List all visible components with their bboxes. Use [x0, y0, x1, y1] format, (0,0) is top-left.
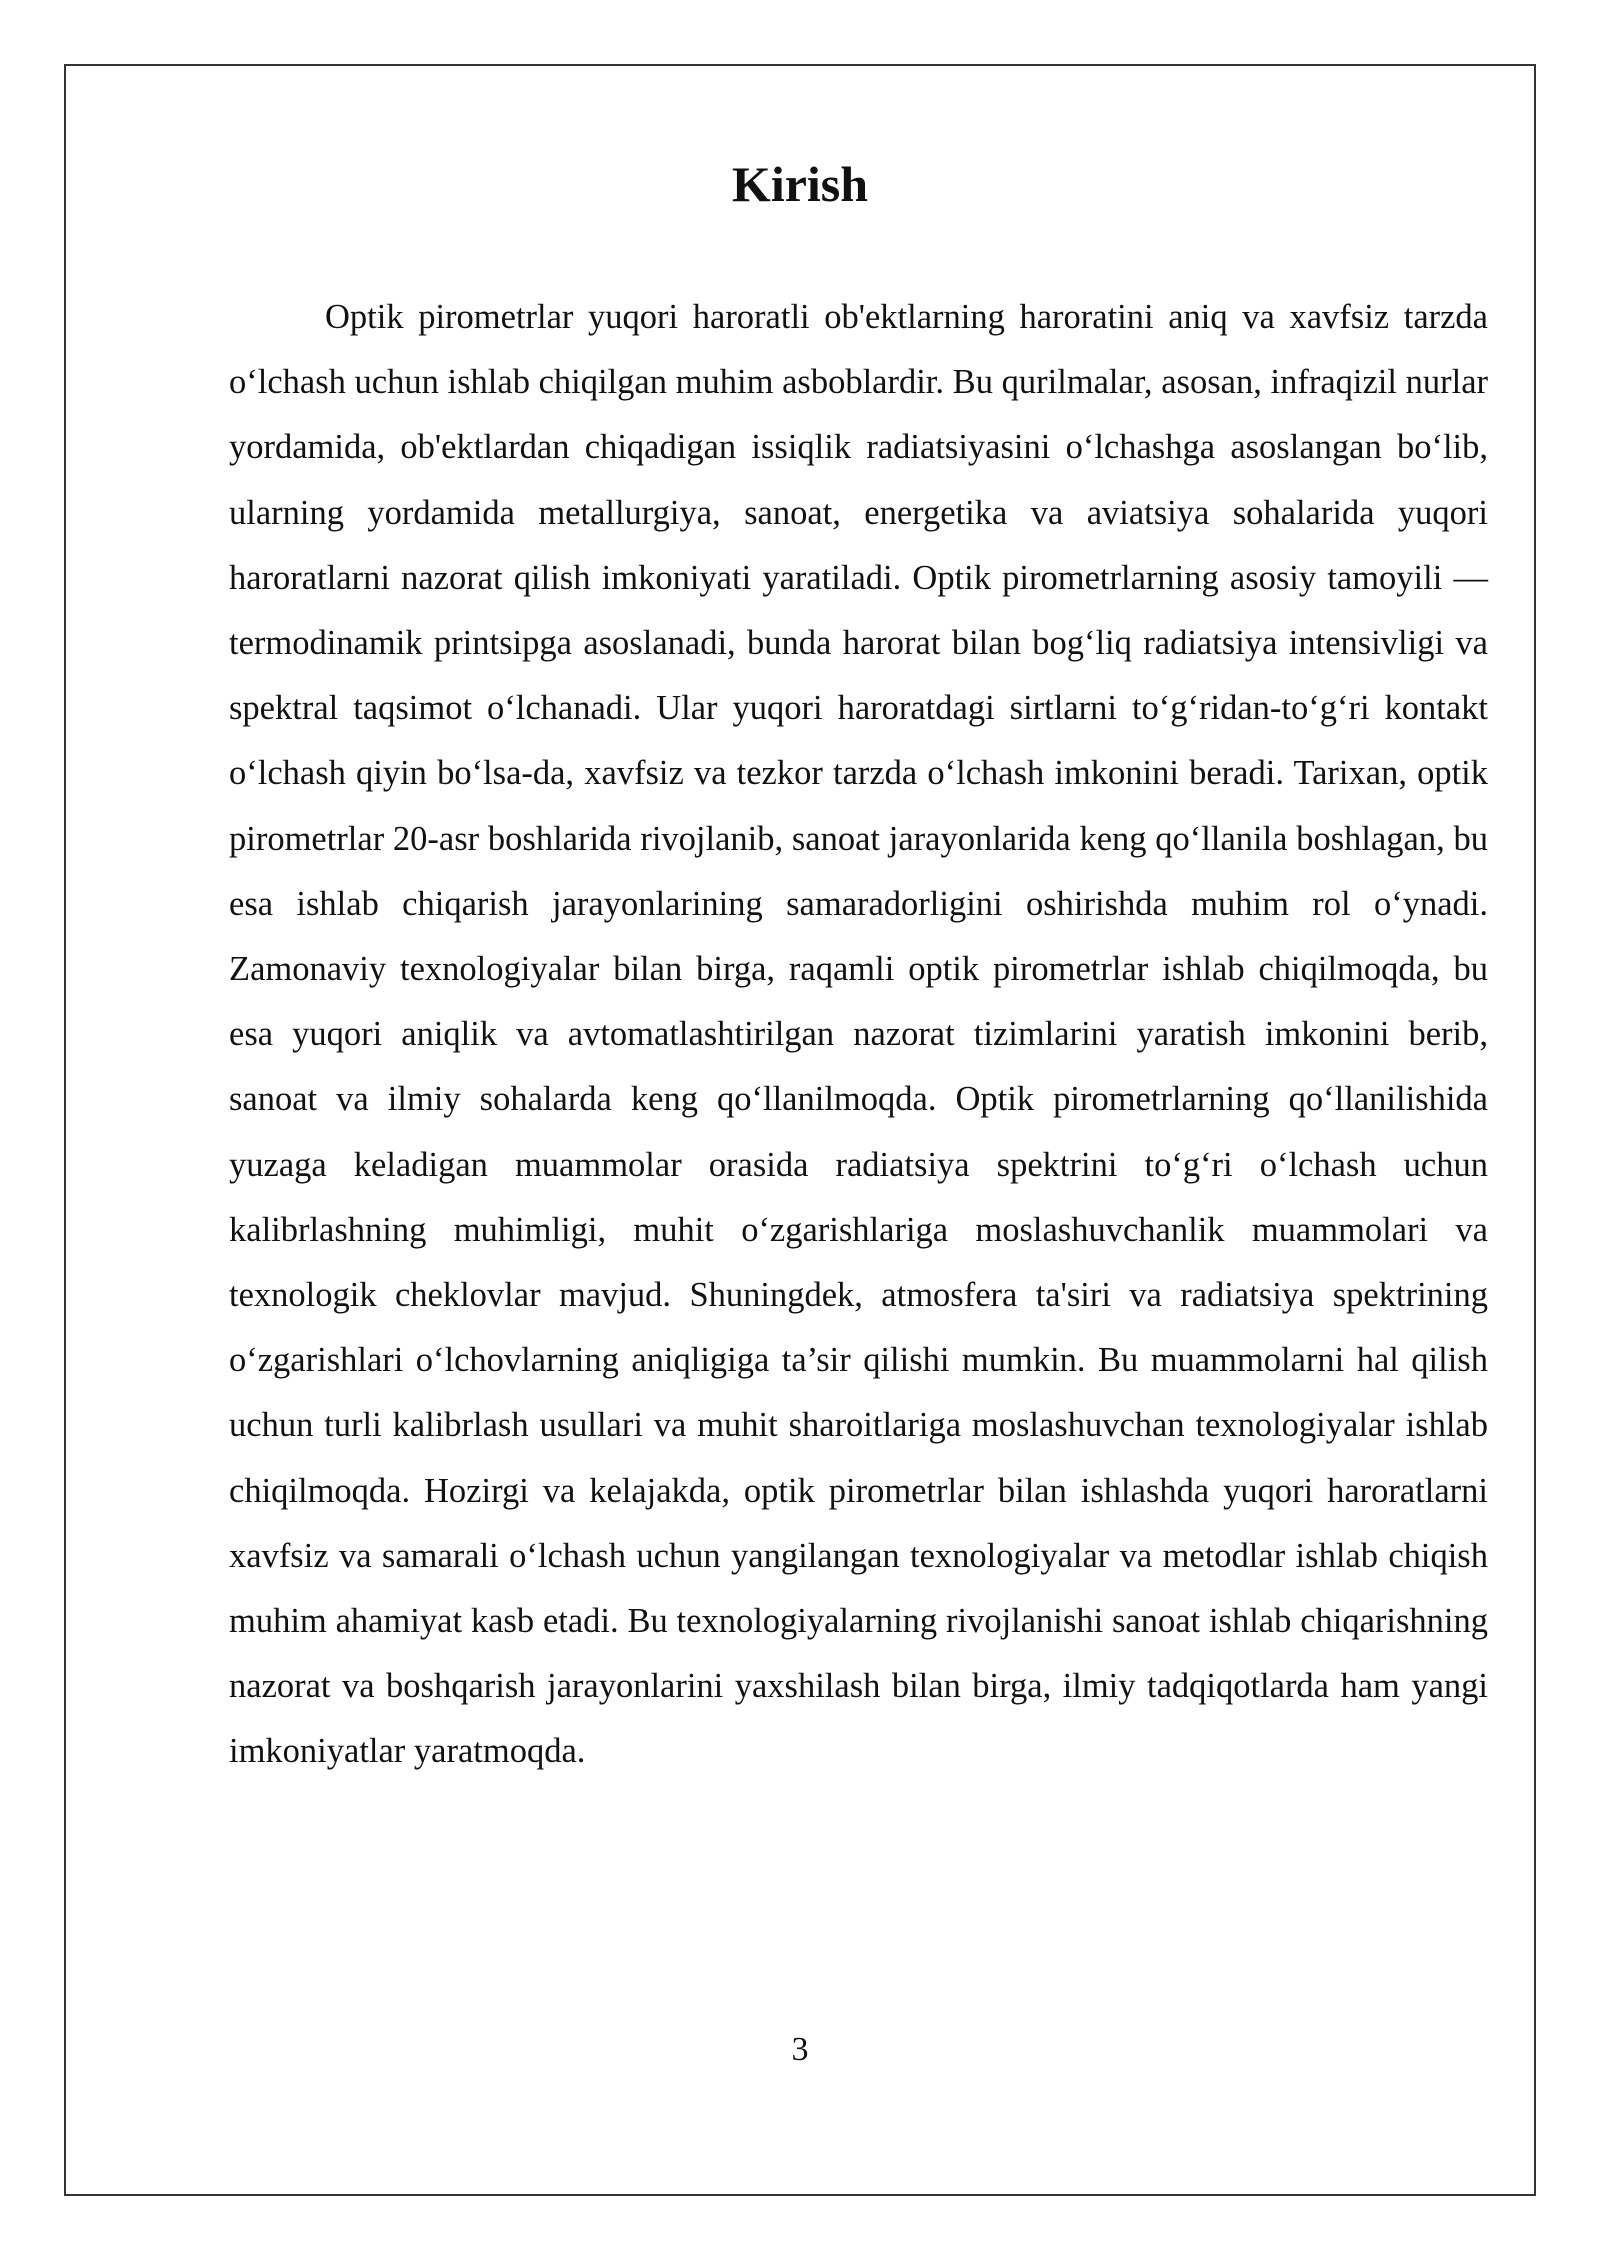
page-number: 3	[791, 2031, 809, 2068]
page-title: Kirish	[731, 156, 869, 212]
body-paragraph: Optik pirometrlar yuqori haroratli ob'ektlarning haroratini aniq va xavfsiz tarzda o‘lchash uchun ishlab chiqilgan muhim asboblardir. Bu qurilmalar, asosan, infraqizil nurlar yordamida, ob'ektlardan chiqadigan issiqlik radiatsiyasini o‘lchashga asoslangan bo‘lib, ularning yordamida metallurgiya, sanoat, energetika va aviatsiya sohalarida yuqori haroratlarni nazorat qilish imkoniyati yaratiladi. Optik pirometrlarning asosiy tamoyili — termodinamik printsipga asoslanadi, bunda harorat bilan bog‘liq radiatsiya intensivligi va spektral taqsimot o‘lchanadi. Ular yuqori haroratdagi sirtlarni to‘g‘ridan-to‘g‘ri kontakt o‘lchash qiyin bo‘lsa-da, xavfsiz va tezkor tarzda o‘lchash imkonini beradi. Tarixan, optik pirometrlar 20-asr boshlarida rivojlanib, sanoat jarayonlarida keng qo‘llanila boshlagan, bu esa ishlab chiqarish jarayonlarining samaradorligini oshirishda muhim rol o‘ynadi. Zamonaviy texnologiyalar bilan birga, raqamli optik pirometrlar ishlab chiqilmoqda, bu esa yuqori aniqlik va avtomatlashtirilgan nazorat tizimlarini yaratish imkonini berib, sanoat va ilmiy sohalarda keng qo‘llanilmoqda. Optik pirometrlarning qo‘llanilishida yuzaga keladigan muammolar orasida radiatsiya spektrini to‘g‘ri o‘lchash uchun kalibrlashning muhimligi, muhit o‘zgarishlariga moslashuvchanlik muammolari va texnologik cheklovlar mavjud. Shuningdek, atmosfera ta'siri va radiatsiya spektrining o‘zgarishlari o‘lchovlarning aniqligiga ta’sir qilishi mumkin. Bu muammolarni hal qilish uchun turli kalibrlash usullari va muhit sharoitlariga moslashuvchan texnologiyalar ishlab chiqilmoqda. Hozirgi va kelajakda, optik pirometrlar bilan ishlashda yuqori haroratlarni xavfsiz va samarali o‘lchash uchun yangilangan texnologiyalar va metodlar ishlab chiqish muhim ahamiyat kasb etadi. Bu texnologiyalarning rivojlanishi sanoat ishlab chiqarishning nazorat va boshqarish jarayonlarini yaxshilash bilan birga, ilmiy tadqiqotlarda ham yangi imkoniyatlar yaratmoqda.	[229, 298, 1488, 1771]
